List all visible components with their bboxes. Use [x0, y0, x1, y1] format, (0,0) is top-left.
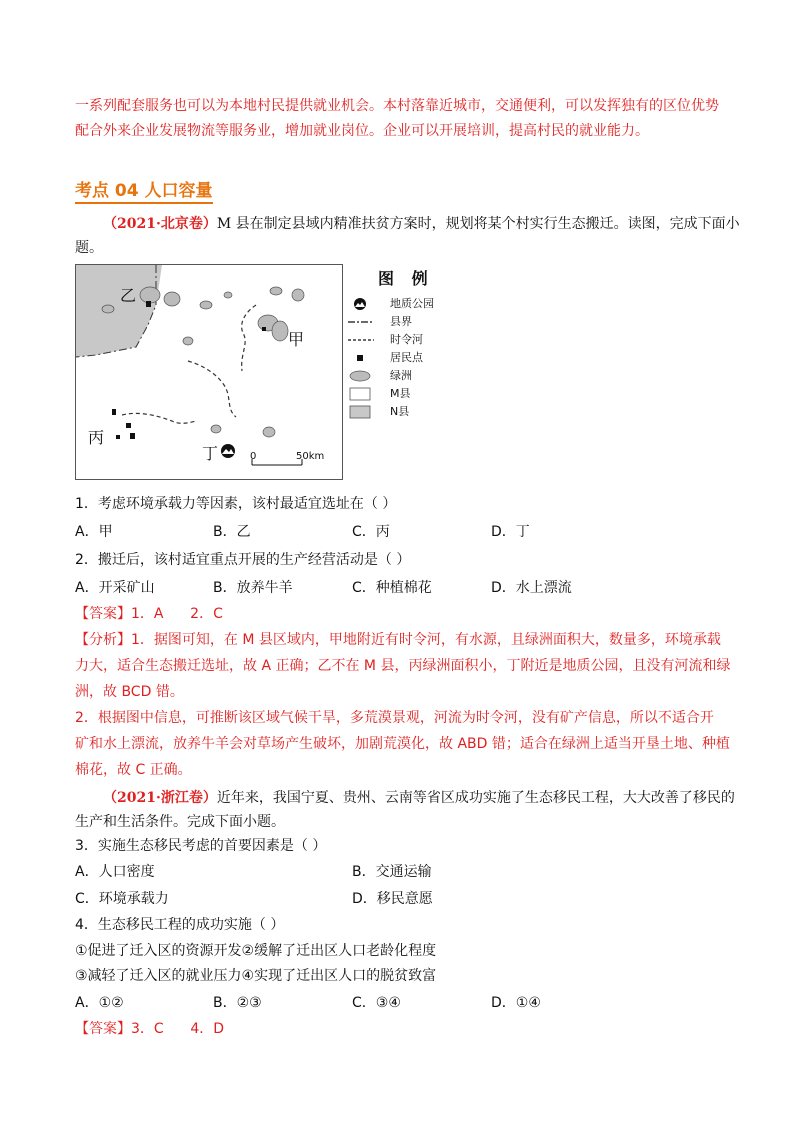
- n-county-swatch: [348, 404, 374, 420]
- geopark-icon: [348, 296, 374, 312]
- settlement: [112, 409, 116, 415]
- q3-stem-line-2: 生产和生活条件。完成下面小题。: [75, 814, 285, 830]
- region-map: [75, 264, 343, 480]
- geopark-icon: [221, 444, 235, 458]
- seasonal-river-icon: [348, 332, 374, 348]
- q2-option-c: C．种植棉花: [352, 580, 432, 596]
- q4-option-c: C．③④: [352, 995, 401, 1011]
- seasonal-river-3: [122, 413, 196, 423]
- legend-item-border: [348, 314, 458, 330]
- legend-item-settlement: [348, 350, 458, 366]
- settlement: [130, 433, 135, 439]
- q3-option-c: C．环境承载力: [75, 891, 169, 907]
- oasis: [224, 292, 232, 298]
- oasis: [270, 287, 282, 295]
- n-county-area: [76, 265, 162, 357]
- q1-option-d: D．丁: [491, 524, 530, 540]
- legend-label: 县界: [390, 315, 412, 328]
- answer-text: 1．A 2．C: [131, 606, 223, 622]
- analysis-text: 1．据图可知，在 M 县区域内，甲地附近有时令河，有水源，且绿洲面积大，数量多，环境承载: [131, 632, 721, 648]
- q3-option-d: D．移民意愿: [352, 891, 433, 907]
- oasis: [200, 301, 212, 309]
- county-border-icon: [348, 314, 374, 330]
- q4-statements-2: ③减轻了迁入区的就业压力④实现了迁出区人口的脱贫致富: [75, 968, 437, 984]
- q1-stem-text: M 县在制定县域内精准扶贫方案时，规划将某个村实行生态搬迁。读图，完成下面小: [216, 216, 740, 232]
- q3-stem-text: 近年来，我国宁夏、贵州、云南等省区成功实施了生态移民工程，大大改善了移民的: [216, 790, 735, 806]
- q3-source: （2021·浙江卷）: [103, 790, 217, 806]
- analysis-line-3: 洲，故 BCD 错。: [75, 684, 184, 700]
- q1-option-a: A．甲: [75, 524, 113, 540]
- q2-option-d: D．水上漂流: [491, 580, 572, 596]
- intro-line-1: 一系列配套服务也可以为本地村民提供就业机会。本村落靠近城市，交通便利，可以发挥独有的区位优势: [75, 98, 719, 114]
- legend-item-geopark: [348, 296, 458, 312]
- legend-label: 绿洲: [390, 369, 412, 382]
- section-title: 考点 04 人口容量: [75, 176, 213, 204]
- oasis: [263, 427, 275, 437]
- m-county-swatch: [348, 386, 374, 402]
- oasis: [164, 292, 180, 306]
- legend-item-river: [348, 332, 458, 348]
- oasis: [140, 287, 160, 303]
- settlement: [116, 435, 120, 439]
- q1-option-c: C．丙: [352, 524, 390, 540]
- map-label-jia: 甲: [288, 330, 305, 349]
- analysis-line-4: 2．根据图中信息，可推断该区域气候干旱，多荒漠景观，河流为时令河，没有矿产信息，所以不适合开: [75, 710, 714, 726]
- legend-label: 地质公园: [390, 297, 434, 310]
- legend-label: N县: [390, 405, 410, 418]
- analysis-line-2: 力大，适合生态搬迁选址，故 A 正确；乙不在 M 县，丙绿洲面积小，丁附近是地质公园，且没有河流和绿: [75, 658, 731, 674]
- analysis-tag: 【分析】: [75, 632, 131, 648]
- oasis: [102, 305, 114, 313]
- analysis-line-1: [75, 630, 721, 650]
- legend-title: 图 例: [378, 269, 434, 288]
- q4-option-d: D．①④: [491, 995, 541, 1011]
- q4-statements-1: ①促进了迁入区的资源开发②缓解了迁出区人口老龄化程度: [75, 943, 437, 959]
- answer-text: 3．C 4．D: [131, 1021, 225, 1037]
- intro-line-2: 配合外来企业发展物流等服务业，增加就业岗位。企业可以开展培训，提高村民的就业能力。: [75, 123, 649, 139]
- answer-3-4: [75, 1019, 224, 1039]
- legend-item-n-county: [348, 404, 458, 420]
- q4-option-b: B．②③: [213, 995, 262, 1011]
- analysis-line-5: 矿和水上漂流，放养牛羊会对草场产生破坏，加剧荒漠化，故 ABD 错；适合在绿洲上适当开垦土地、种植: [75, 736, 730, 752]
- map-legend: [348, 266, 458, 436]
- answer-tag: 【答案】: [75, 606, 131, 622]
- legend-item-m-county: [348, 386, 458, 402]
- q1-source: （2021·北京卷）: [103, 216, 217, 232]
- settlement-icon: [348, 350, 374, 366]
- map-label-bing: 丙: [88, 428, 105, 447]
- legend-item-oasis: [348, 368, 458, 384]
- scale-bar: [252, 459, 302, 465]
- q3-option-b: B．交通运输: [352, 864, 432, 880]
- scale-start: 0: [250, 451, 257, 462]
- oasis-icon: [348, 368, 374, 384]
- legend-label: 时令河: [390, 333, 423, 346]
- oasis: [272, 321, 288, 341]
- answer-tag: 【答案】: [75, 1021, 131, 1037]
- seasonal-river-2: [188, 361, 236, 417]
- oasis: [183, 337, 193, 345]
- question-2: 2．搬迁后，该村适宜重点开展的生产经营活动是（ ）: [75, 552, 411, 568]
- q1-stem-line-1: [103, 214, 740, 234]
- q1-stem-line-2: 题。: [75, 240, 103, 256]
- question-3: 3．实施生态移民考虑的首要因素是（ ）: [75, 838, 327, 854]
- answer-1-2: [75, 604, 223, 624]
- settlement: [262, 327, 266, 331]
- settlement: [126, 423, 131, 428]
- settlement: [146, 301, 151, 307]
- question-1: 1．考虑环境承载力等因素，该村最适宜选址在（ ）: [75, 496, 397, 512]
- q3-stem-line-1: [103, 788, 735, 808]
- question-4: 4．生态移民工程的成功实施（ ）: [75, 917, 285, 933]
- q2-option-a: A．开采矿山: [75, 580, 155, 596]
- oasis: [292, 289, 304, 301]
- oasis: [211, 425, 221, 433]
- legend-label: M县: [390, 387, 411, 400]
- q1-option-b: B．乙: [213, 524, 251, 540]
- scale-end: 50km: [296, 451, 325, 462]
- seasonal-river-1: [242, 305, 256, 371]
- q3-option-a: A．人口密度: [75, 864, 155, 880]
- map-label-yi: 乙: [120, 286, 137, 305]
- analysis-line-6: 棉花，故 C 正确。: [75, 762, 192, 778]
- q2-option-b: B．放养牛羊: [213, 580, 293, 596]
- map-label-ding: 丁: [202, 444, 219, 463]
- q4-option-a: A．①②: [75, 995, 124, 1011]
- legend-label: 居民点: [390, 351, 423, 364]
